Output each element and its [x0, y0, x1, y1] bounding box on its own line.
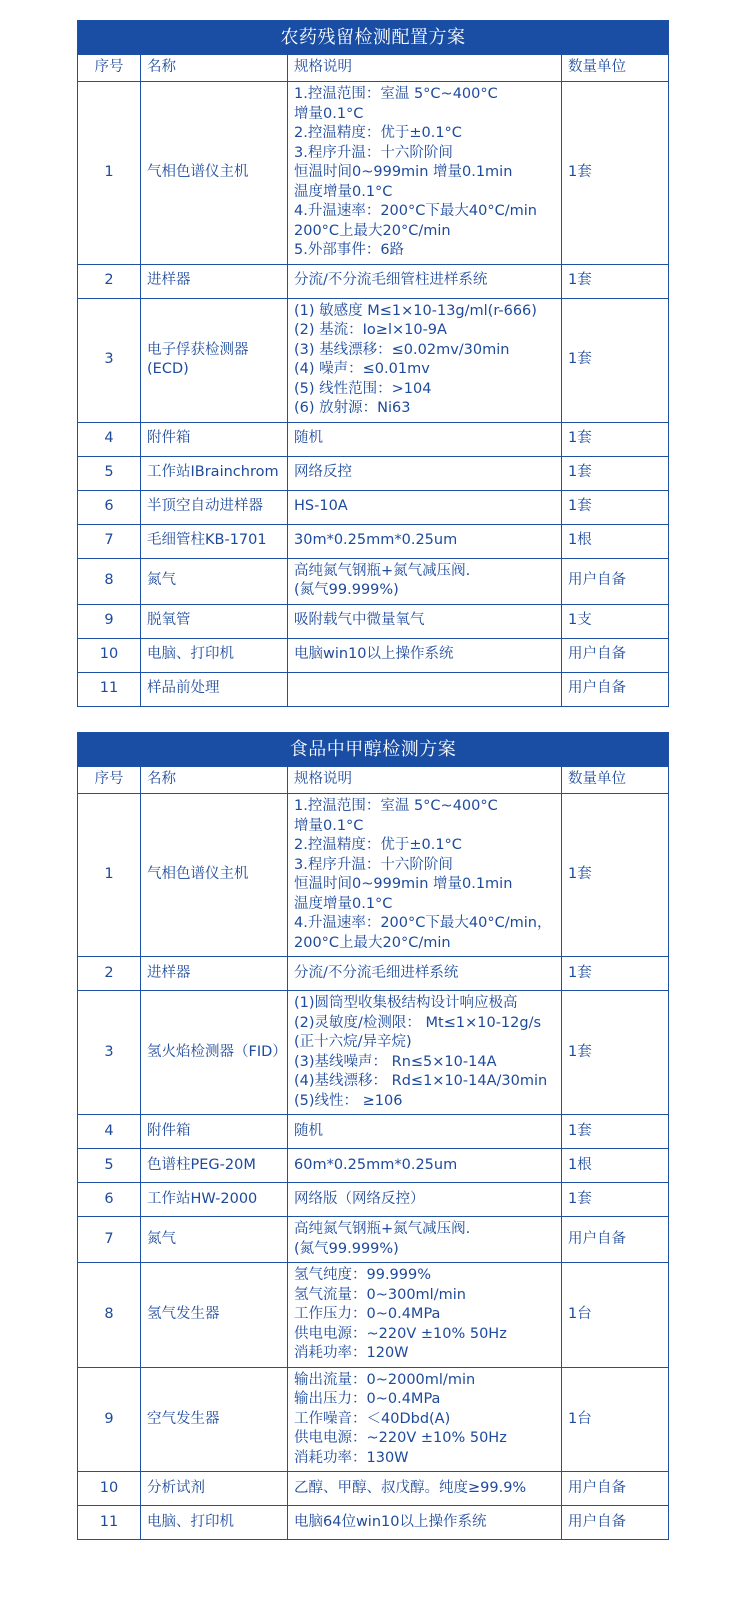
row-number: 9 — [78, 1367, 141, 1472]
spec-line: 供电电源：~220V ±10% 50Hz — [294, 1325, 507, 1342]
table-row — [78, 422, 669, 456]
table-row — [78, 957, 669, 991]
row-number: 10 — [78, 638, 141, 672]
spec-line: 1.控温范围：室温 5°C~400°C — [294, 798, 498, 814]
pesticide-residue-config-table — [77, 20, 669, 707]
row-number: 8 — [78, 558, 141, 604]
item-spec — [288, 1367, 562, 1472]
spec-line: 200°C上最大20°C/min — [294, 222, 451, 239]
item-spec — [288, 264, 562, 298]
column-header-qty: 数量单位 — [562, 767, 669, 794]
item-spec — [288, 82, 562, 265]
row-number: 2 — [78, 957, 141, 991]
table-row — [78, 604, 669, 638]
table-row — [78, 558, 669, 604]
row-number: 2 — [78, 264, 141, 298]
table-row — [78, 264, 669, 298]
item-name: 电脑、打印机 — [141, 1506, 288, 1540]
item-spec — [288, 1115, 562, 1149]
row-number: 11 — [78, 672, 141, 706]
spec-line: 4.升温速率：200°C下最大40°C/min， — [294, 915, 552, 931]
spec-line: 3.程序升温：十六阶阶间 — [294, 856, 453, 873]
spec-line: 温度增量0.1°C — [294, 183, 393, 200]
spec-line: 供电电源：~220V ±10% 50Hz — [294, 1430, 507, 1446]
spec-line: 氢气纯度：99.999% — [294, 1267, 432, 1283]
spec-line: (氮气99.999%) — [294, 582, 399, 598]
item-spec — [288, 1263, 562, 1368]
row-number: 3 — [78, 298, 141, 422]
spec-line: 恒温时间0~999min 增量0.1min — [294, 164, 513, 180]
table-row — [78, 490, 669, 524]
item-quantity: 用户自备 — [562, 558, 669, 604]
item-name: 电子俘获检测器(ECD) — [141, 298, 288, 422]
table-body — [78, 794, 669, 1540]
item-name: 附件箱 — [141, 422, 288, 456]
spec-line: (2)灵敏度/检测限： Mt≤1×10-12g/s — [294, 1014, 542, 1031]
table-row — [78, 1149, 669, 1183]
spec-line: 乙醇、甲醇、叔戊醇。纯度≥99.9% — [294, 1479, 527, 1496]
item-name: 空气发生器 — [141, 1367, 288, 1472]
table-row — [78, 524, 669, 558]
spec-line: (3)基线噪声： Rn≤5×10-14A — [294, 1053, 497, 1070]
item-name: 毛细管柱KB-1701 — [141, 524, 288, 558]
item-quantity: 用户自备 — [562, 638, 669, 672]
row-number: 1 — [78, 82, 141, 265]
item-name: 工作站HW-2000 — [141, 1183, 288, 1217]
item-quantity: 1套 — [562, 298, 669, 422]
item-quantity: 1台 — [562, 1263, 669, 1368]
item-name: 氮气 — [141, 1217, 288, 1263]
spec-line: HS-10A — [294, 498, 348, 515]
item-spec — [288, 672, 562, 706]
spec-line: 氢气流量：0~300ml/min — [294, 1286, 466, 1303]
item-quantity: 1套 — [562, 794, 669, 957]
table-row — [78, 1115, 669, 1149]
spec-line: 恒温时间0~999min 增量0.1min — [294, 876, 513, 892]
spec-line: 消耗功率：130W — [294, 1449, 409, 1466]
item-quantity: 1套 — [562, 422, 669, 456]
spec-line: 30m*0.25mm*0.25um — [294, 532, 458, 549]
table-row — [78, 1367, 669, 1472]
row-number: 7 — [78, 1217, 141, 1263]
spec-line: 输出压力：0~0.4MPa — [294, 1391, 441, 1407]
row-number: 10 — [78, 1472, 141, 1506]
column-header-name: 名称 — [141, 767, 288, 794]
item-name: 半顶空自动进样器 — [141, 490, 288, 524]
row-number: 9 — [78, 604, 141, 638]
item-spec — [288, 524, 562, 558]
item-name: 氮气 — [141, 558, 288, 604]
item-quantity: 用户自备 — [562, 1217, 669, 1263]
table-row — [78, 1183, 669, 1217]
spec-line: 分流/不分流毛细进样系统 — [294, 964, 459, 981]
item-spec — [288, 1506, 562, 1540]
item-quantity: 用户自备 — [562, 1506, 669, 1540]
item-name: 工作站IBrainchrom — [141, 456, 288, 490]
item-name: 色谱柱PEG-20M — [141, 1149, 288, 1183]
spec-line: 输出流量：0~2000ml/min — [294, 1371, 476, 1388]
row-number: 11 — [78, 1506, 141, 1540]
item-spec — [288, 422, 562, 456]
item-quantity: 1套 — [562, 456, 669, 490]
item-quantity: 1套 — [562, 957, 669, 991]
column-header-spec: 规格说明 — [288, 55, 562, 82]
spec-line: (5) 线性范围：>104 — [294, 380, 432, 397]
item-quantity: 1支 — [562, 604, 669, 638]
column-header-spec: 规格说明 — [288, 767, 562, 794]
item-quantity: 1套 — [562, 1183, 669, 1217]
row-number: 4 — [78, 422, 141, 456]
item-spec — [288, 558, 562, 604]
table-title: 食品中甲醇检测方案 — [78, 733, 669, 767]
item-quantity: 1套 — [562, 490, 669, 524]
row-number: 7 — [78, 524, 141, 558]
spec-line: 温度增量0.1°C — [294, 895, 393, 912]
row-number: 5 — [78, 1149, 141, 1183]
item-spec — [288, 456, 562, 490]
spec-line: 工作压力：0~0.4MPa — [294, 1306, 441, 1322]
item-quantity: 1套 — [562, 264, 669, 298]
spec-line: 吸附载气中微量氧气 — [294, 612, 425, 629]
item-quantity: 1台 — [562, 1367, 669, 1472]
item-spec — [288, 1183, 562, 1217]
item-spec — [288, 490, 562, 524]
row-number: 6 — [78, 1183, 141, 1217]
item-spec — [288, 298, 562, 422]
methanol-detection-table — [77, 732, 669, 1540]
spec-line: 消耗功率：120W — [294, 1345, 409, 1361]
row-number: 8 — [78, 1263, 141, 1368]
table-row — [78, 638, 669, 672]
item-name: 气相色谱仪主机 — [141, 82, 288, 265]
item-spec — [288, 1217, 562, 1263]
spec-line: (5)线性： ≥106 — [294, 1092, 403, 1109]
item-name: 氢火焰检测器（FID） — [141, 991, 288, 1115]
spec-line: 200°C上最大20°C/min — [294, 934, 451, 951]
spec-line: (1) 敏感度 M≤1×10-13g/ml(r-666) — [294, 302, 537, 319]
table-title: 农药残留检测配置方案 — [78, 21, 669, 55]
spec-line: 1.控温范围：室温 5°C~400°C — [294, 86, 498, 102]
spec-line: 网络反控 — [294, 464, 352, 481]
spec-line: 2.控温精度：优于±0.1°C — [294, 125, 462, 141]
item-name: 进样器 — [141, 957, 288, 991]
spec-line: 分流/不分流毛细管柱进样系统 — [294, 272, 488, 289]
spec-line: (2) 基流：Io≥l×10-9A — [294, 322, 447, 338]
item-quantity: 1套 — [562, 991, 669, 1115]
spec-line: 电脑win10以上操作系统 — [294, 646, 454, 663]
item-name: 电脑、打印机 — [141, 638, 288, 672]
spec-line: 增量0.1°C — [294, 105, 364, 122]
item-spec — [288, 638, 562, 672]
item-name: 分析试剂 — [141, 1472, 288, 1506]
table-row — [78, 1263, 669, 1368]
spec-line: 高纯氮气钢瓶+氮气减压阀. — [294, 562, 471, 579]
table-body — [78, 82, 669, 707]
item-spec — [288, 1149, 562, 1183]
spec-line: (正十六烷/异辛烷) — [294, 1034, 412, 1050]
item-spec — [288, 957, 562, 991]
spec-line: (4) 噪声：≤0.01mv — [294, 361, 430, 377]
table-row — [78, 1506, 669, 1540]
item-name: 氢气发生器 — [141, 1263, 288, 1368]
spec-line: 网络版（网络反控） — [294, 1190, 425, 1207]
spec-line: 2.控温精度：优于±0.1°C — [294, 837, 462, 853]
row-number: 3 — [78, 991, 141, 1115]
spec-line: 增量0.1°C — [294, 817, 364, 834]
spec-line: (4)基线漂移： Rd≤1×10-14A/30min — [294, 1073, 548, 1089]
item-name: 进样器 — [141, 264, 288, 298]
item-name: 样品前处理 — [141, 672, 288, 706]
table-row — [78, 298, 669, 422]
row-number: 1 — [78, 794, 141, 957]
spec-line: 高纯氮气钢瓶+氮气减压阀. — [294, 1221, 471, 1237]
spec-line: 4.升温速率：200°C下最大40°C/min — [294, 203, 537, 219]
row-number: 4 — [78, 1115, 141, 1149]
item-quantity: 1根 — [562, 524, 669, 558]
table-row — [78, 991, 669, 1115]
column-header-no: 序号 — [78, 767, 141, 794]
item-name: 附件箱 — [141, 1115, 288, 1149]
spec-line: 随机 — [294, 1122, 323, 1139]
item-quantity: 用户自备 — [562, 672, 669, 706]
table-row — [78, 82, 669, 265]
item-quantity: 1套 — [562, 1115, 669, 1149]
item-name: 气相色谱仪主机 — [141, 794, 288, 957]
spec-line: 60m*0.25mm*0.25um — [294, 1156, 458, 1173]
item-name: 脱氧管 — [141, 604, 288, 638]
item-spec — [288, 991, 562, 1115]
spec-line: 工作噪音：＜40Dbd(A) — [294, 1410, 451, 1427]
spec-line: 电脑64位win10以上操作系统 — [294, 1513, 487, 1530]
spec-line: 5.外部事件：6路 — [294, 242, 405, 258]
table-row — [78, 1472, 669, 1506]
spec-line: 随机 — [294, 430, 323, 447]
item-quantity: 用户自备 — [562, 1472, 669, 1506]
spec-line: (1)圆筒型收集极结构设计响应极高 — [294, 995, 518, 1011]
item-spec — [288, 1472, 562, 1506]
spec-line: 3.程序升温：十六阶阶间 — [294, 144, 453, 161]
column-header-qty: 数量单位 — [562, 55, 669, 82]
item-quantity: 1套 — [562, 82, 669, 265]
table-row — [78, 794, 669, 957]
row-number: 5 — [78, 456, 141, 490]
item-spec — [288, 794, 562, 957]
spec-line: (6) 放射源：Ni63 — [294, 400, 411, 416]
item-quantity: 1根 — [562, 1149, 669, 1183]
table-row — [78, 672, 669, 706]
column-header-no: 序号 — [78, 55, 141, 82]
spec-line: (氮气99.999%) — [294, 1240, 399, 1257]
row-number: 6 — [78, 490, 141, 524]
table-row — [78, 456, 669, 490]
column-header-name: 名称 — [141, 55, 288, 82]
item-spec — [288, 604, 562, 638]
spec-line: (3) 基线漂移：≤0.02mv/30min — [294, 341, 510, 358]
table-row — [78, 1217, 669, 1263]
